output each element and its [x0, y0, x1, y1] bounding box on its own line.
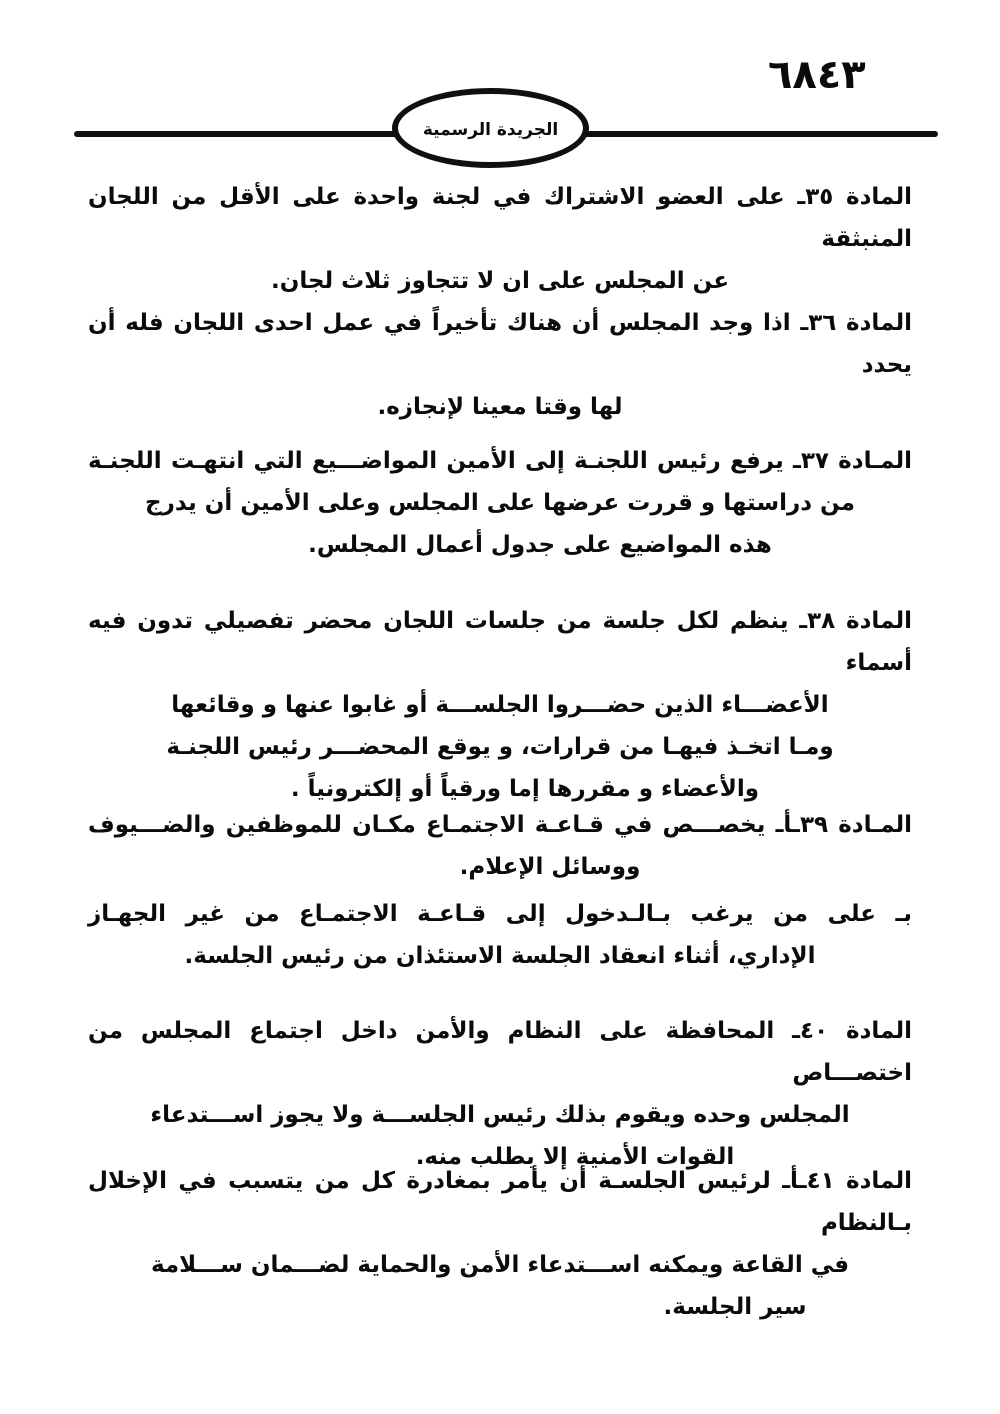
text-line: في القاعة ويمكنه اســـتدعاء الأمن والحماية لضـــمان ســـلامة [150, 1252, 850, 1278]
gazette-seal [392, 88, 589, 168]
text-line: المجلس وحده ويقوم بذلك رئيس الجلســـة ولا يجوز اســـتدعاء [150, 1102, 850, 1128]
text-line: ووسائل الإعلام. [459, 854, 641, 880]
text-line: بـ على من يرغب بـالـدخول إلى قـاعـة الاجتمـاع من غير الجهـاز [88, 901, 912, 927]
text-line: من دراستها و قررت عرضها على المجلس وعلى الأمين أن يدرج [145, 490, 855, 516]
article-37 [88, 440, 912, 566]
text-line: المادة ٤١ـأـ لرئيس الجلسـة أن يأمر بمغادرة كل من يتسبب في الإخلال بـالنظام [88, 1168, 913, 1236]
text-line: المادة ٣٥ـ على العضو الاشتراك في لجنة واحدة على الأقل من اللجان المنبثقة [88, 184, 912, 252]
text-line: القوات الأمنية إلا بطلب منه. [415, 1144, 735, 1170]
text-line: الأعضـــاء الذين حضـــروا الجلســـة أو غابوا عنها و وقائعها [171, 692, 829, 718]
text-line: عن المجلس على ان لا تتجاوز ثلاث لجان. [270, 268, 730, 294]
text-line: المادة ٤٠ـ المحافظة على النظام والأمن داخل اجتماع المجلس من اختصـــاص [88, 1018, 912, 1086]
text-line: المادة ٣٨ـ ينظم لكل جلسة من جلسات اللجان محضر تفصيلي تدون فيه أسماء [88, 608, 912, 676]
text-line: سير الجلسة. [663, 1294, 807, 1320]
article-38 [88, 600, 912, 810]
text-line: هذه المواضيع على جدول أعمال المجلس. [308, 532, 772, 558]
gazette-seal-label: الجريدة الرسمية [422, 120, 559, 140]
text-line: المادة ٣٦ـ اذا وجد المجلس أن هناك تأخيراً في عمل احدى اللجان فله أن يحدد [88, 310, 912, 378]
text-line: ومـا اتخـذ فيهـا من قرارات، و يوقع المحضـــر رئيس اللجنـة [166, 734, 834, 760]
text-line: المـادة ٣٧ـ يرفع رئيس اللجنـة إلى الأمين المواضـــيع التي انتهـت اللجنـة [88, 448, 913, 474]
text-line: الإداري، أثناء انعقاد الجلسة الاستئذان من رئيس الجلسة. [184, 943, 816, 969]
text-line: لها وقتا معينا لإنجازه. [377, 394, 623, 420]
article-39-clause-b [88, 893, 912, 977]
text-line: والأعضاء و مقررها إما ورقياً أو إلكترونياً . [290, 776, 760, 802]
article-41 [88, 1160, 912, 1328]
article-40 [88, 1010, 912, 1178]
article-39-clause-a [88, 804, 912, 888]
text-line: المـادة ٣٩ـأـ يخصـــص في قـاعـة الاجتمـاع مكـان للموظفين والضـــيوف [88, 812, 913, 838]
page-number: ٦٨٤٣ [768, 52, 866, 98]
article-35 [88, 176, 912, 302]
article-36 [88, 302, 912, 428]
